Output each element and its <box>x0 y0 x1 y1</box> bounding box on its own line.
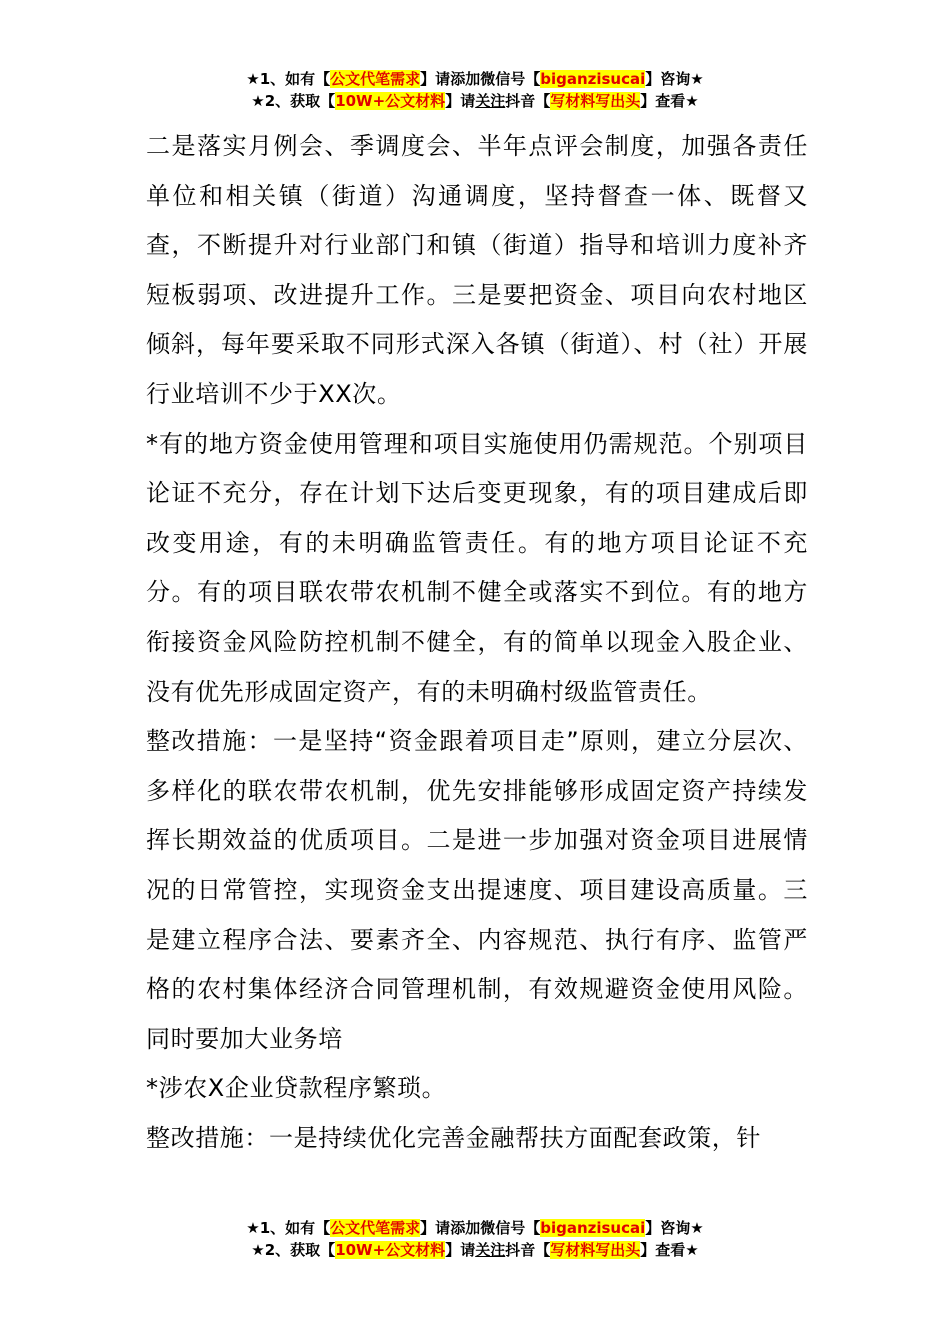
document-body <box>146 122 808 1163</box>
douyin-id-highlight: 写材料写出头 <box>550 92 641 110</box>
emphasis-text: 添加 <box>450 1219 481 1237</box>
banner-text: ★2、获取【 <box>251 1241 336 1259</box>
footer-banner <box>0 1217 950 1261</box>
banner-text: 】查看★ <box>640 1241 699 1259</box>
paragraph: *涉农X企业贷款程序繁琐。 <box>146 1074 447 1103</box>
paragraph: 二是落实月例会、季调度会、半年点评会制度，加强各责任单位和相关镇（街道）沟通调度，坚持督查一体、既督又查，不断提升对行业部门和镇（街道）指导和培训力度补齐短板弱项、改进提升工作。三是要把资金、项目向农村地区倾斜，每年要采取不同形式深入各镇（街道）、村（社）开展行业培训不少于XX次。 <box>146 132 808 408</box>
banner-text: 】查看★ <box>640 92 699 110</box>
banner-text: ★2、获取【 <box>251 92 336 110</box>
banner-text: 抖音【 <box>505 92 551 110</box>
emphasis-text: 添加 <box>450 70 481 88</box>
paragraph: 整改措施：一是坚持“资金跟着项目走”原则，建立分层次、多样化的联农带农机制，优先安排能够形成固定资产持续发挥长期效益的优质项目。二是进一步加强对资金项目进展情况的日常管控，实现资金支出提速度、项目建设高质量。三是建立程序合法、要素齐全、内容规范、执行有序、监管严格的农村集体经济合同管理机制，有效规避资金使用风险。同时要加大业务培 <box>146 727 808 1053</box>
wechat-id-highlight: biganzisucai <box>540 1219 646 1237</box>
banner-text: 】请 <box>445 1241 476 1259</box>
banner-text: 】咨询★ <box>645 1219 704 1237</box>
paragraph: *有的地方资金使用管理和项目实施使用仍需规范。个别项目论证不充分，存在计划下达后变更现象，有的项目建成后即改变用途，有的未明确监管责任。有的地方项目论证不充分。有的项目联农带农机制不健全或落实不到位。有的地方衔接资金风险防控机制不健全，有的简单以现金入股企业、没有优先形成固定资产，有的未明确村级监管责任。 <box>146 429 808 706</box>
emphasis-text: 关注 <box>475 1241 506 1259</box>
banner-line-2 <box>0 90 950 112</box>
banner-text: 】请 <box>445 92 476 110</box>
banner-line-1 <box>0 68 950 90</box>
banner-line-2 <box>0 1239 950 1261</box>
banner-line-1 <box>0 1217 950 1239</box>
header-banner <box>0 68 950 112</box>
highlight-text: 公文代笔需求 <box>330 1219 421 1237</box>
banner-text: 微信号【 <box>480 1219 541 1237</box>
wechat-id-highlight: biganzisucai <box>540 70 646 88</box>
banner-text: 】请 <box>420 70 451 88</box>
highlight-text: 公文代笔需求 <box>330 70 421 88</box>
highlight-text: 10W+公文材料 <box>335 92 446 110</box>
banner-text: ★1、如有【 <box>246 70 331 88</box>
banner-text: 微信号【 <box>480 70 541 88</box>
banner-text: 】请 <box>420 1219 451 1237</box>
douyin-id-highlight: 写材料写出头 <box>550 1241 641 1259</box>
highlight-text: 10W+公文材料 <box>335 1241 446 1259</box>
banner-text: ★1、如有【 <box>246 1219 331 1237</box>
emphasis-text: 关注 <box>475 92 506 110</box>
banner-text: 】咨询★ <box>645 70 704 88</box>
paragraph: 整改措施：一是持续优化完善金融帮扶方面配套政策，针 <box>146 1123 761 1152</box>
banner-text: 抖音【 <box>505 1241 551 1259</box>
